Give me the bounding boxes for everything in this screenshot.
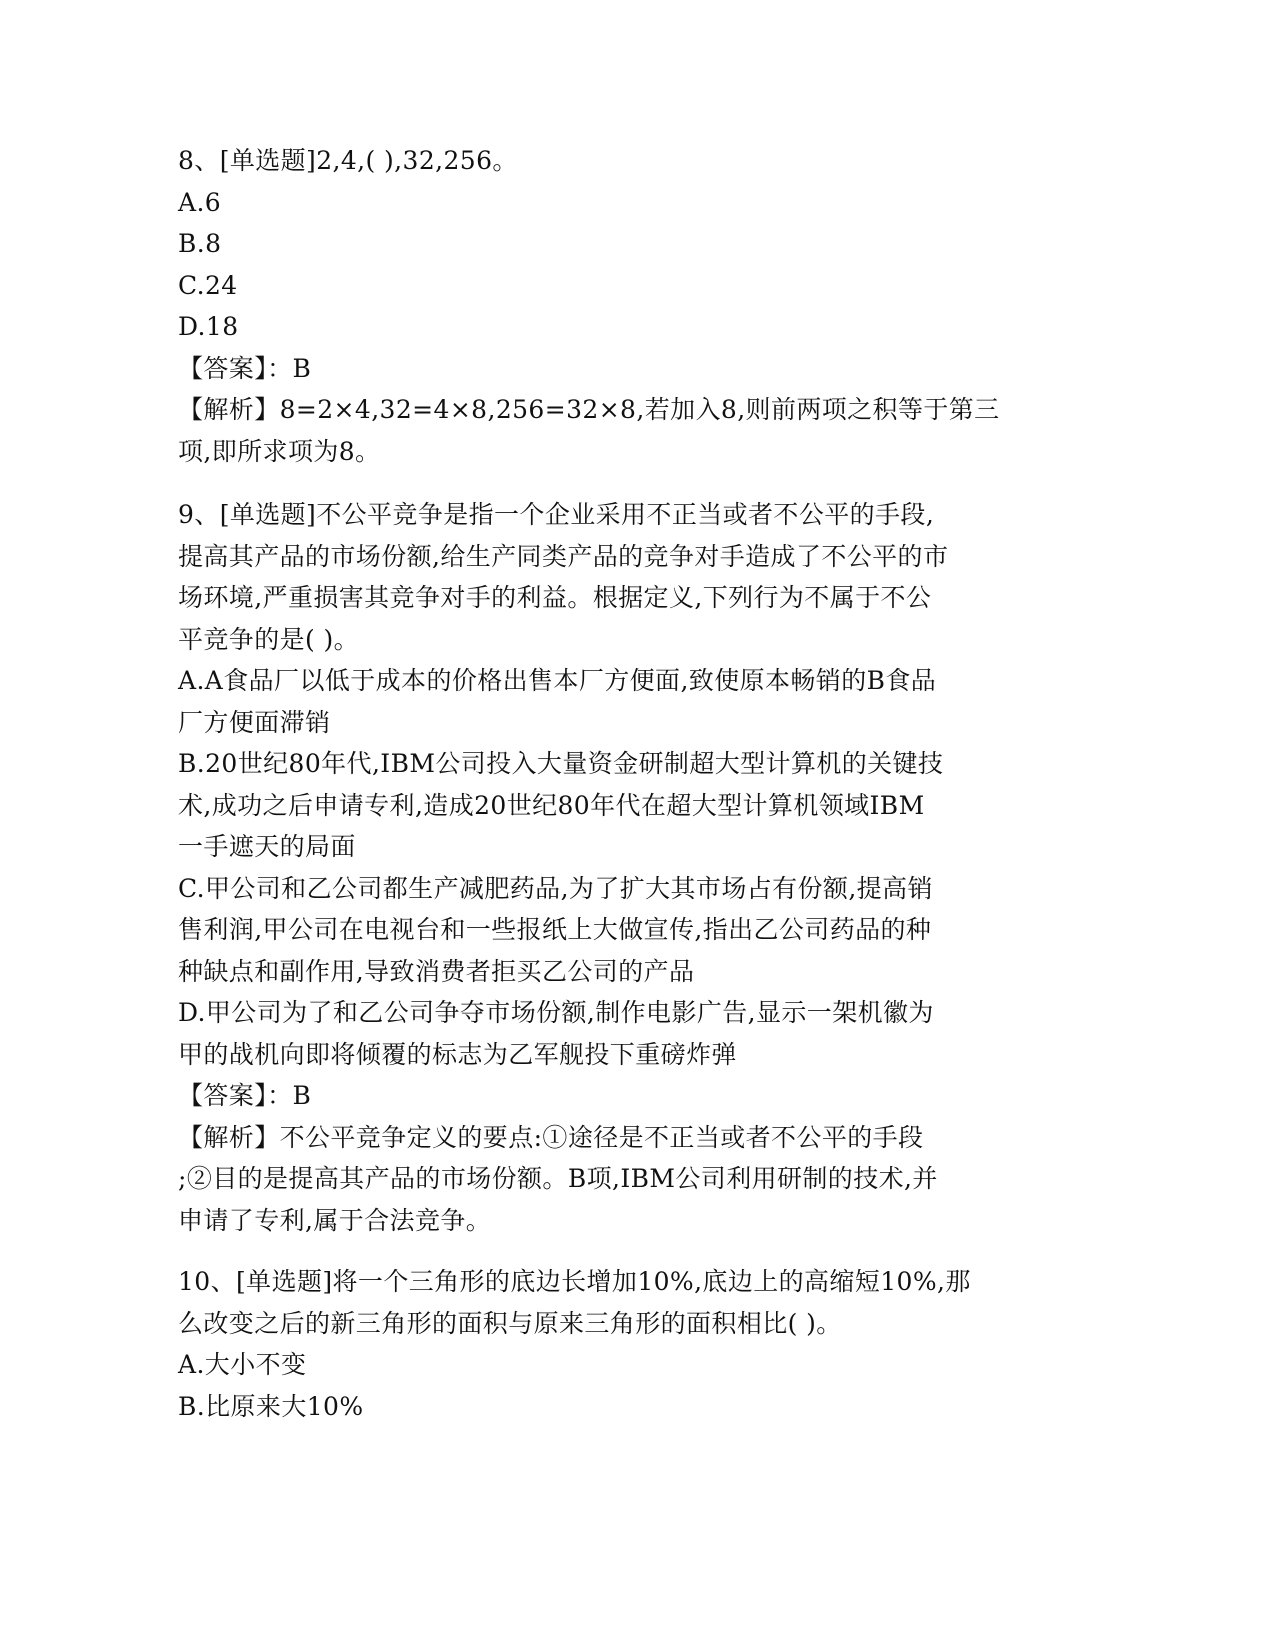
question-10-stem-line-1: 10、[单选题]将一个三角形的底边长增加10%,底边上的高缩短10%,那: [178, 1267, 971, 1296]
question-9-option-d-line-2: 甲的战机向即将倾覆的标志为乙军舰投下重磅炸弹: [178, 1039, 737, 1069]
question-9-analysis-line-3: 申请了专利,属于合法竞争。: [178, 1205, 492, 1235]
question-10-option-b: B.比原来大10%: [178, 1391, 364, 1421]
question-9-option-a-line-1: A.A食品厂以低于成本的价格出售本厂方便面,致使原本畅销的B食品: [178, 666, 937, 695]
question-8-answer: 【答案】：B: [178, 353, 312, 383]
question-9-answer: 【答案】：B: [178, 1081, 312, 1110]
question-spacer: [178, 472, 1058, 494]
question-9: [178, 494, 1058, 1241]
question-8-option-b: B.8: [178, 229, 222, 258]
question-8-option-a: A.6: [178, 187, 222, 217]
question-9-option-b-line-2: 术,成功之后申请专利,造成20世纪80年代在超大型计算机领域IBM: [178, 790, 925, 820]
question-8-analysis-line-2: 项,即所求项为8。: [178, 436, 381, 466]
question-9-option-c-line-1: C.甲公司和乙公司都生产减肥药品,为了扩大其市场占有份额,提高销: [178, 873, 933, 903]
question-9-stem-line-4: 平竞争的是( )。: [178, 624, 360, 654]
question-9-option-c-line-2: 售利润,甲公司在电视台和一些报纸上大做宣传,指出乙公司药品的种: [178, 915, 932, 944]
question-9-stem-line-3: 场环境,严重损害其竞争对手的利益。根据定义,下列行为不属于不公: [178, 583, 932, 612]
question-8-analysis-line-1: 【解析】8=2×4,32=4×8,256=32×8,若加入8,则前两项之积等于第三: [178, 395, 1000, 424]
question-8: [178, 140, 1058, 472]
question-9-analysis-line-1: 【解析】不公平竞争定义的要点:①途径是不正当或者不公平的手段: [178, 1122, 924, 1152]
question-9-stem-line-2: 提高其产品的市场份额,给生产同类产品的竞争对手造成了不公平的市: [178, 541, 949, 571]
question-9-option-b-line-3: 一手遮天的局面: [178, 832, 356, 861]
question-8-stem: 8、[单选题]2,4,( ),32,256。: [178, 146, 518, 175]
document-page: [178, 140, 1058, 1427]
question-9-analysis-line-2: ;②目的是提高其产品的市场份额。B项,IBM公司利用研制的技术,并: [178, 1164, 938, 1193]
question-8-option-c: C.24: [178, 270, 238, 300]
question-9-option-d-line-1: D.甲公司为了和乙公司争夺市场份额,制作电影广告,显示一架机徽为: [178, 998, 934, 1027]
question-9-option-c-line-3: 种缺点和副作用,导致消费者拒买乙公司的产品: [178, 956, 695, 986]
question-9-stem-line-1: 9、[单选题]不公平竞争是指一个企业采用不正当或者不公平的手段,: [178, 500, 935, 529]
question-9-option-b-line-1: B.20世纪80年代,IBM公司投入大量资金研制超大型计算机的关键技: [178, 749, 944, 778]
question-10: [178, 1261, 1058, 1427]
question-spacer: [178, 1241, 1058, 1261]
question-10-stem-line-2: 么改变之后的新三角形的面积与原来三角形的面积相比( )。: [178, 1308, 842, 1338]
question-9-option-a-line-2: 厂方便面滞销: [178, 707, 331, 737]
question-10-option-a: A.大小不变: [178, 1350, 307, 1379]
question-8-option-d: D.18: [178, 312, 239, 341]
